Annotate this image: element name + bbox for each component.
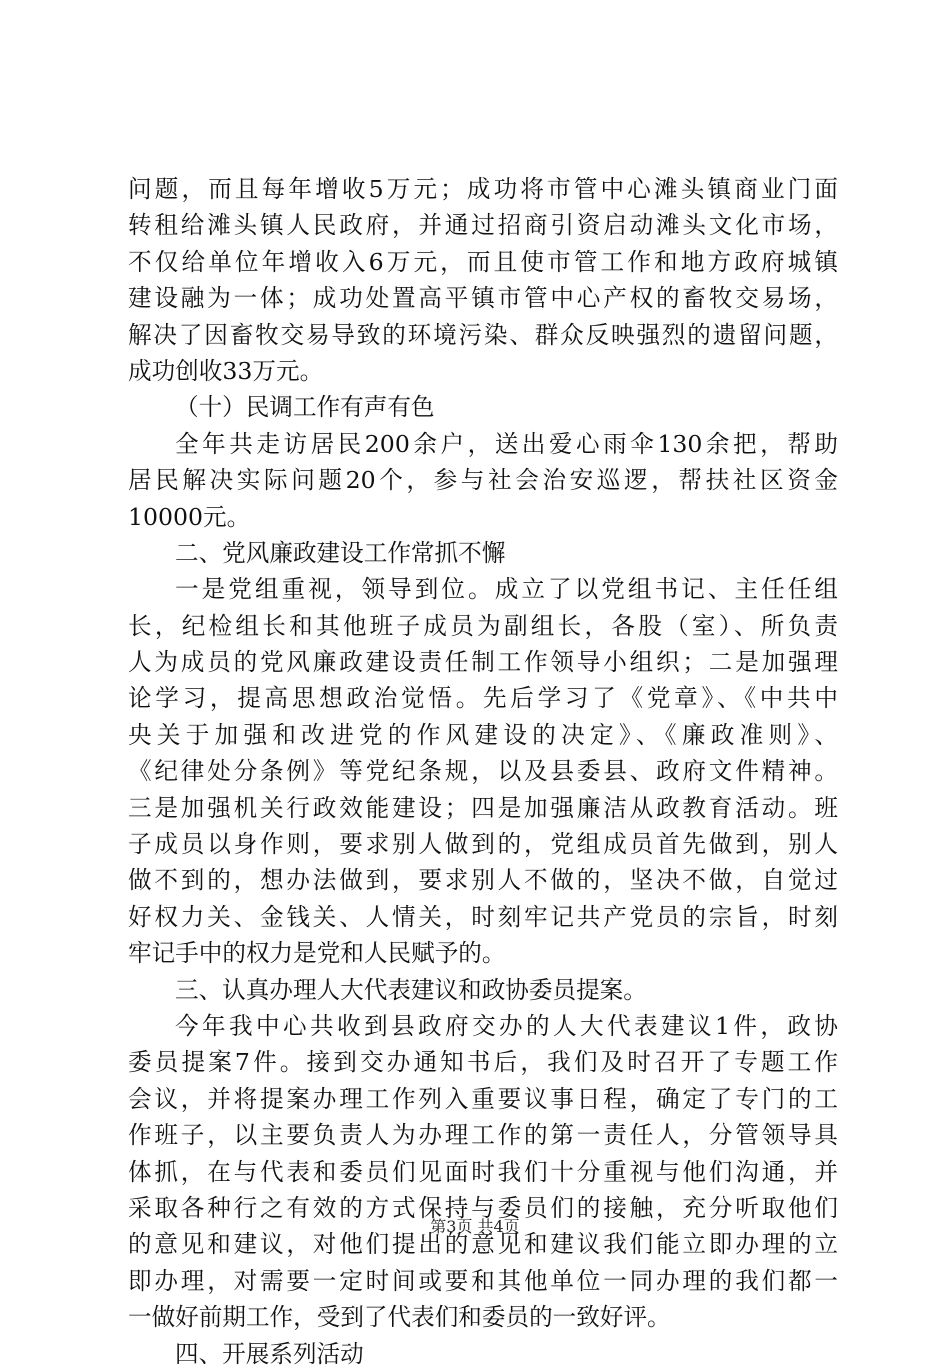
text-line: 今年我中心共收到县政府交办的人大代表建议1件，政协 bbox=[175, 1011, 838, 1040]
text-line: 做不到的，想办法做到，要求别人不做的，坚决不做，自觉过 bbox=[128, 866, 838, 895]
text-line: 全年共走访居民200余户，送出爱心雨伞130余把，帮助 bbox=[175, 429, 838, 458]
text-line: 人为成员的党风廉政建设责任制工作领导小组织；二是加强理 bbox=[128, 648, 838, 677]
section-heading: 三、认真办理人大代表建议和政协委员提案。 bbox=[175, 975, 647, 1004]
text-line: 成功创收33万元。 bbox=[128, 356, 324, 385]
text-line: 转租给滩头镇人民政府，并通过招商引资启动滩头文化市场， bbox=[128, 211, 838, 240]
text-line: 解决了因畜牧交易导致的环境污染、群众反映强烈的遗留问题， bbox=[128, 320, 838, 349]
text-line: 委员提案7件。接到交办通知书后，我们及时召开了专题工作 bbox=[128, 1048, 838, 1077]
text-line: 子成员以身作则，要求别人做到的，党组成员首先做到，别人 bbox=[128, 830, 838, 859]
text-line: 一是党组重视，领导到位。成立了以党组书记、主任任组 bbox=[175, 575, 838, 604]
text-line: 采取各种行之有效的方式保持与委员们的接触，充分听取他们 bbox=[128, 1193, 838, 1222]
text-line: 牢记手中的权力是党和人民赋予的。 bbox=[128, 939, 506, 968]
text-line: 长，纪检组长和其他班子成员为副组长，各股（室）、所负责 bbox=[128, 611, 838, 640]
text-line: 居民解决实际问题20个，参与社会治安巡逻，帮扶社区资金 bbox=[128, 466, 838, 495]
text-line: 10000元。 bbox=[128, 502, 251, 531]
text-line: 三是加强机关行政效能建设；四是加强廉洁从政教育活动。班 bbox=[128, 793, 838, 822]
text-line: 的意见和建议，对他们提出的意见和建议我们能立即办理的立 bbox=[128, 1230, 838, 1259]
text-line: 会议，并将提案办理工作列入重要议事日程，确定了专门的工 bbox=[128, 1084, 838, 1113]
page-footer: 第3页 共4页 bbox=[430, 1217, 520, 1236]
text-line: 《纪律处分条例》等党纪条规，以及县委县、政府文件精神。 bbox=[128, 757, 838, 786]
section-heading: （十）民调工作有声有色 bbox=[175, 393, 435, 422]
section-heading: 二、党风廉政建设工作常抓不懈 bbox=[175, 538, 506, 567]
text-line: 一做好前期工作，受到了代表们和委员的一致好评。 bbox=[128, 1303, 671, 1332]
text-line: 问题，而且每年增收5万元；成功将市管中心滩头镇商业门面 bbox=[128, 175, 838, 203]
section-heading: 四、开展系列活动 bbox=[175, 1339, 364, 1368]
text-line: 不仅给单位年增收入6万元，而且使市管工作和地方政府城镇 bbox=[128, 247, 838, 276]
document-body bbox=[128, 171, 838, 1372]
text-line: 作班子，以主要负责人为办理工作的第一责任人，分管领导具 bbox=[128, 1121, 838, 1150]
text-line: 即办理，对需要一定时间或要和其他单位一同办理的我们都一 bbox=[128, 1266, 838, 1295]
text-line: 好权力关、金钱关、人情关，时刻牢记共产党员的宗旨，时刻 bbox=[128, 902, 838, 931]
text-line: 体抓，在与代表和委员们见面时我们十分重视与他们沟通，并 bbox=[128, 1157, 838, 1186]
text-line: 建设融为一体；成功处置高平镇市管中心产权的畜牧交易场， bbox=[128, 284, 838, 313]
text-line: 央关于加强和改进党的作风建设的决定》、《廉政准则》、 bbox=[128, 720, 838, 749]
text-line: 论学习，提高思想政治觉悟。先后学习了《党章》、《中共中 bbox=[128, 684, 838, 713]
